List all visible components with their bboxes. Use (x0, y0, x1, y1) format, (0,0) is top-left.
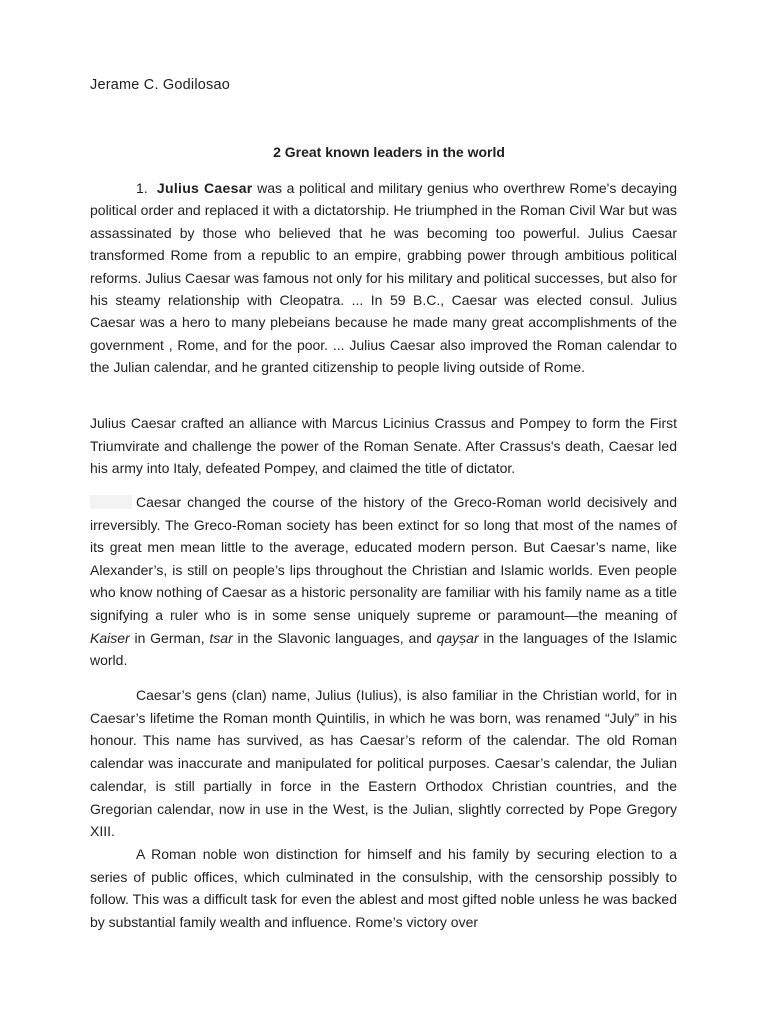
paragraph-caesar-legacy (90, 491, 677, 672)
paragraph-julius-caesar-intro (90, 177, 677, 379)
list-number: 1. (136, 180, 148, 196)
author-name: Jerame C. Godilosao (90, 77, 230, 93)
italic-term-kaiser: Kaiser (90, 629, 130, 646)
paragraph-text: Caesar changed the course of the history of the Greco-Roman world decisively and irreversibly. The Greco-Roman society has been extinct for so long that most of the names of its great men mean little to the average, educated modern person. But Caesar’s name, like Alexander’s, is still on people’s lips throughout the Christian and Islamic worlds. Even people who know nothing of Caesar as a historic personality are familiar with his family name as a title signifying a ruler who is in some sense uniquely supreme or paramount—the meaning of (90, 494, 677, 623)
paragraph-text: in the languages of the Islamic world. (90, 629, 677, 669)
leader-name: Julius Caesar (156, 180, 253, 196)
paragraph-text: was a political and military genius who overthrew Rome's decaying political order and replaced it with a dictatorship. He triumphed in the Roman Civil War but was assassinated by those who believed that he was becoming too powerful. Julius Caesar transformed Rome from a republic to an empire, grabbing power through ambitious political reforms. Julius Caesar was famous not only for his military and political successes, but also for his steamy relationship with Cleopatra. ... In 59 B.C., Caesar was elected consul. Julius Caesar was a hero to many plebeians because he made many great accomplishments of the government , Rome, and for the poor. ... Julius Caesar also improved the Roman calendar to the Julian calendar, and he granted citizenship to people living outside of Rome. (90, 180, 677, 376)
paragraph-text: in the Slavonic languages, and (232, 629, 437, 646)
document-title: 2 Great known leaders in the world (273, 144, 505, 160)
paragraph-triumvirate: Julius Caesar crafted an alliance with Marcus Licinius Crassus and Pompey to form the First Triumvirate and challenge the power of the Roman Senate. After Crassus's death, Caesar led his army into Italy, defeated Pompey, and claimed the title of dictator. (90, 415, 677, 476)
paragraph-julian-calendar: Caesar’s gens (clan) name, Julius (Iulius), is also familiar in the Christian world, for in Caesar’s lifetime the Roman month Quintilis, in which he was born, was renamed “July” in his honour. This name has survived, as has Caesar’s reform of the calendar. The old Roman calendar was inaccurate and manipulated for political purposes. Caesar’s calendar, the Julian calendar, is still partially in force in the Eastern Orthodox Christian countries, and the Gregorian calendar, now in use in the West, is the Julian, slightly corrected by Pope Gregory XIII. (90, 687, 677, 840)
paragraph-roman-noble: A Roman noble won distinction for himself and his family by securing election to a series of public offices, which culminated in the consulship, with the censorship possibly to follow. This was a difficult task for even the ablest and most gifted noble unless he was backed by substantial family wealth and influence. Rome’s victory over (90, 846, 677, 930)
paragraph-text: in German, (129, 629, 210, 646)
italic-term-tsar: tsar (209, 629, 233, 646)
italic-term-qaysar: qayṣar (436, 629, 479, 646)
highlight-mark (90, 495, 132, 509)
